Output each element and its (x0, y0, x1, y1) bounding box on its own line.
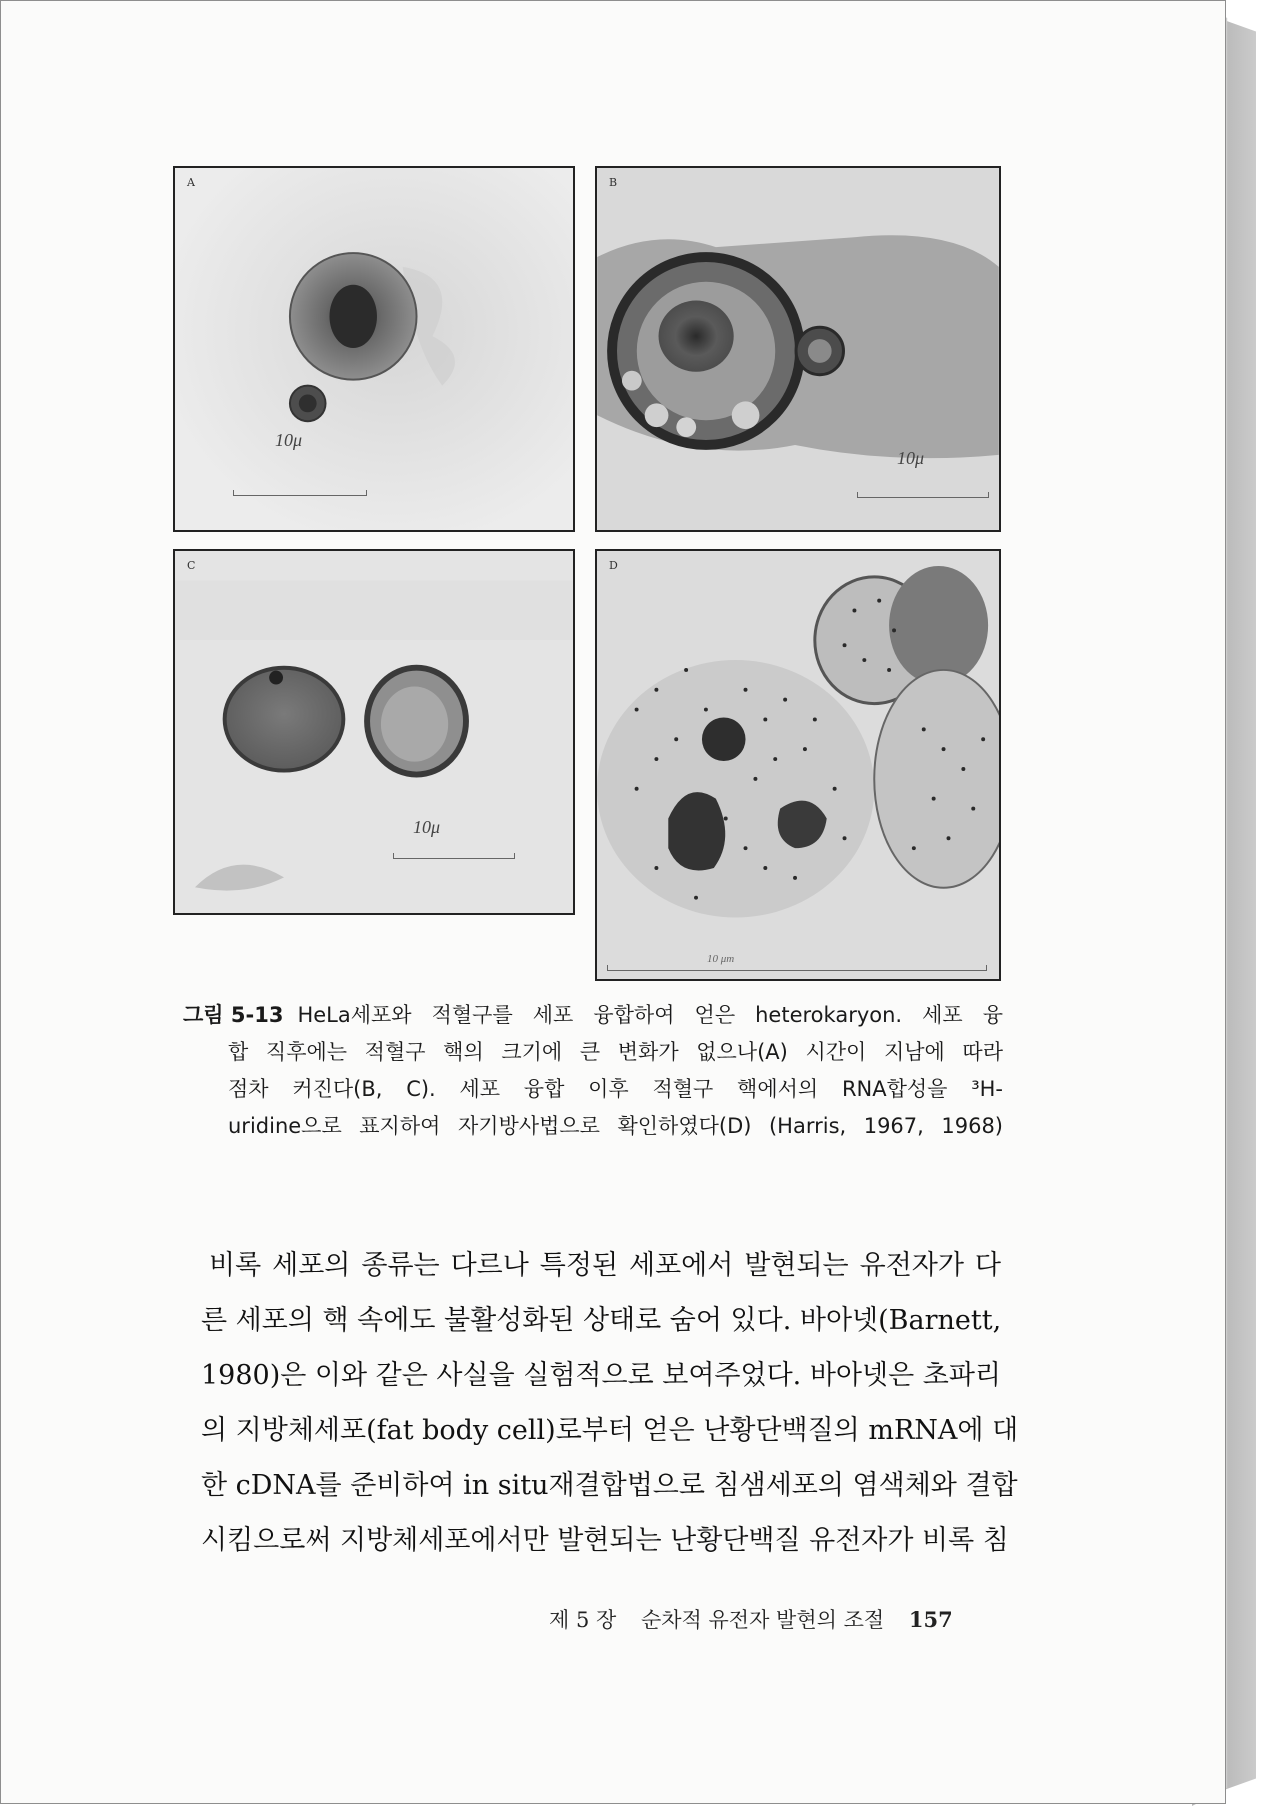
caption-text-4: uridine으로 표지하여 자기방사법으로 확인하였다(D) (Harris, 1967, 1968) (228, 1114, 1003, 1138)
body-text-6: 시킴으로써 지방체세포에서만 발현되는 난황단백질 유전자가 비록 침 (201, 1525, 1009, 1556)
panel-letter-c: C (187, 559, 196, 572)
body-line-3 (201, 1348, 1001, 1403)
body-text-2: 른 세포의 핵 속에도 불활성화된 상태로 숨어 있다. 바아넷(Barnett, (201, 1305, 1002, 1336)
caption-text-2: 합 직후에는 적혈구 핵의 크기에 큰 변화가 없으나(A) 시간이 지남에 따라 (228, 1040, 1003, 1064)
scale-bar-a (233, 490, 367, 496)
body-text-1: 비록 세포의 종류는 다르나 특정된 세포에서 발현되는 유전자가 다 (209, 1250, 1001, 1281)
caption-text-1: HeLa세포와 적혈구를 세포 융합하여 얻은 heterokaryon. 세포 융 (297, 1003, 1003, 1027)
micrograph-a (175, 168, 573, 530)
panel-letter-a: A (187, 176, 195, 189)
figure-panel-c (173, 549, 575, 915)
caption-line-4 (183, 1108, 1003, 1145)
body-text-5: 한 cDNA를 준비하여 in situ재결합법으로 침샘세포의 염색체와 결합 (201, 1470, 1018, 1501)
scale-label-c: 10μ (413, 817, 441, 837)
caption-line-2 (183, 1034, 1003, 1071)
body-line-1 (201, 1238, 1001, 1293)
body-line-2 (201, 1293, 1001, 1348)
figure-panel-b (595, 166, 1001, 532)
micrograph-b (597, 168, 999, 530)
scale-bar-b (857, 492, 989, 498)
caption-label: 그림 5-13 (183, 1003, 284, 1027)
figure-caption (183, 997, 1003, 1145)
scale-label-d: 10 μm (707, 953, 735, 965)
body-line-4 (201, 1403, 1019, 1458)
panel-letter-d: D (609, 559, 618, 572)
body-paragraph (201, 1238, 1019, 1568)
panel-letter-b: B (609, 176, 618, 189)
scale-bar-c (393, 853, 515, 859)
page-number: 157 (908, 1607, 953, 1632)
caption-line-1 (183, 997, 1003, 1034)
scale-label-b: 10μ (897, 448, 925, 468)
figure-panel-d (595, 549, 1001, 981)
caption-line-3 (183, 1071, 1003, 1108)
body-text-4: 의 지방체세포(fat body cell)로부터 얻은 난황단백질의 mRNA에 대 (201, 1415, 1019, 1446)
page-footer (549, 1604, 953, 1634)
scale-bar-d (607, 965, 987, 971)
scale-label-a: 10μ (275, 430, 303, 450)
micrograph-d (597, 551, 999, 979)
body-line-5 (201, 1458, 1018, 1513)
figure-panel-a (173, 166, 575, 532)
body-line-6 (201, 1513, 1009, 1568)
footer-chapter: 제 5 장 (549, 1608, 617, 1632)
caption-text-3: 점차 커진다(B, C). 세포 융합 이후 적혈구 핵에서의 RNA합성을 ³H- (228, 1077, 1003, 1101)
body-text-3: 1980)은 이와 같은 사실을 실험적으로 보여주었다. 바아넷은 초파리 (201, 1360, 1001, 1391)
footer-title: 순차적 유전자 발현의 조절 (640, 1608, 885, 1632)
